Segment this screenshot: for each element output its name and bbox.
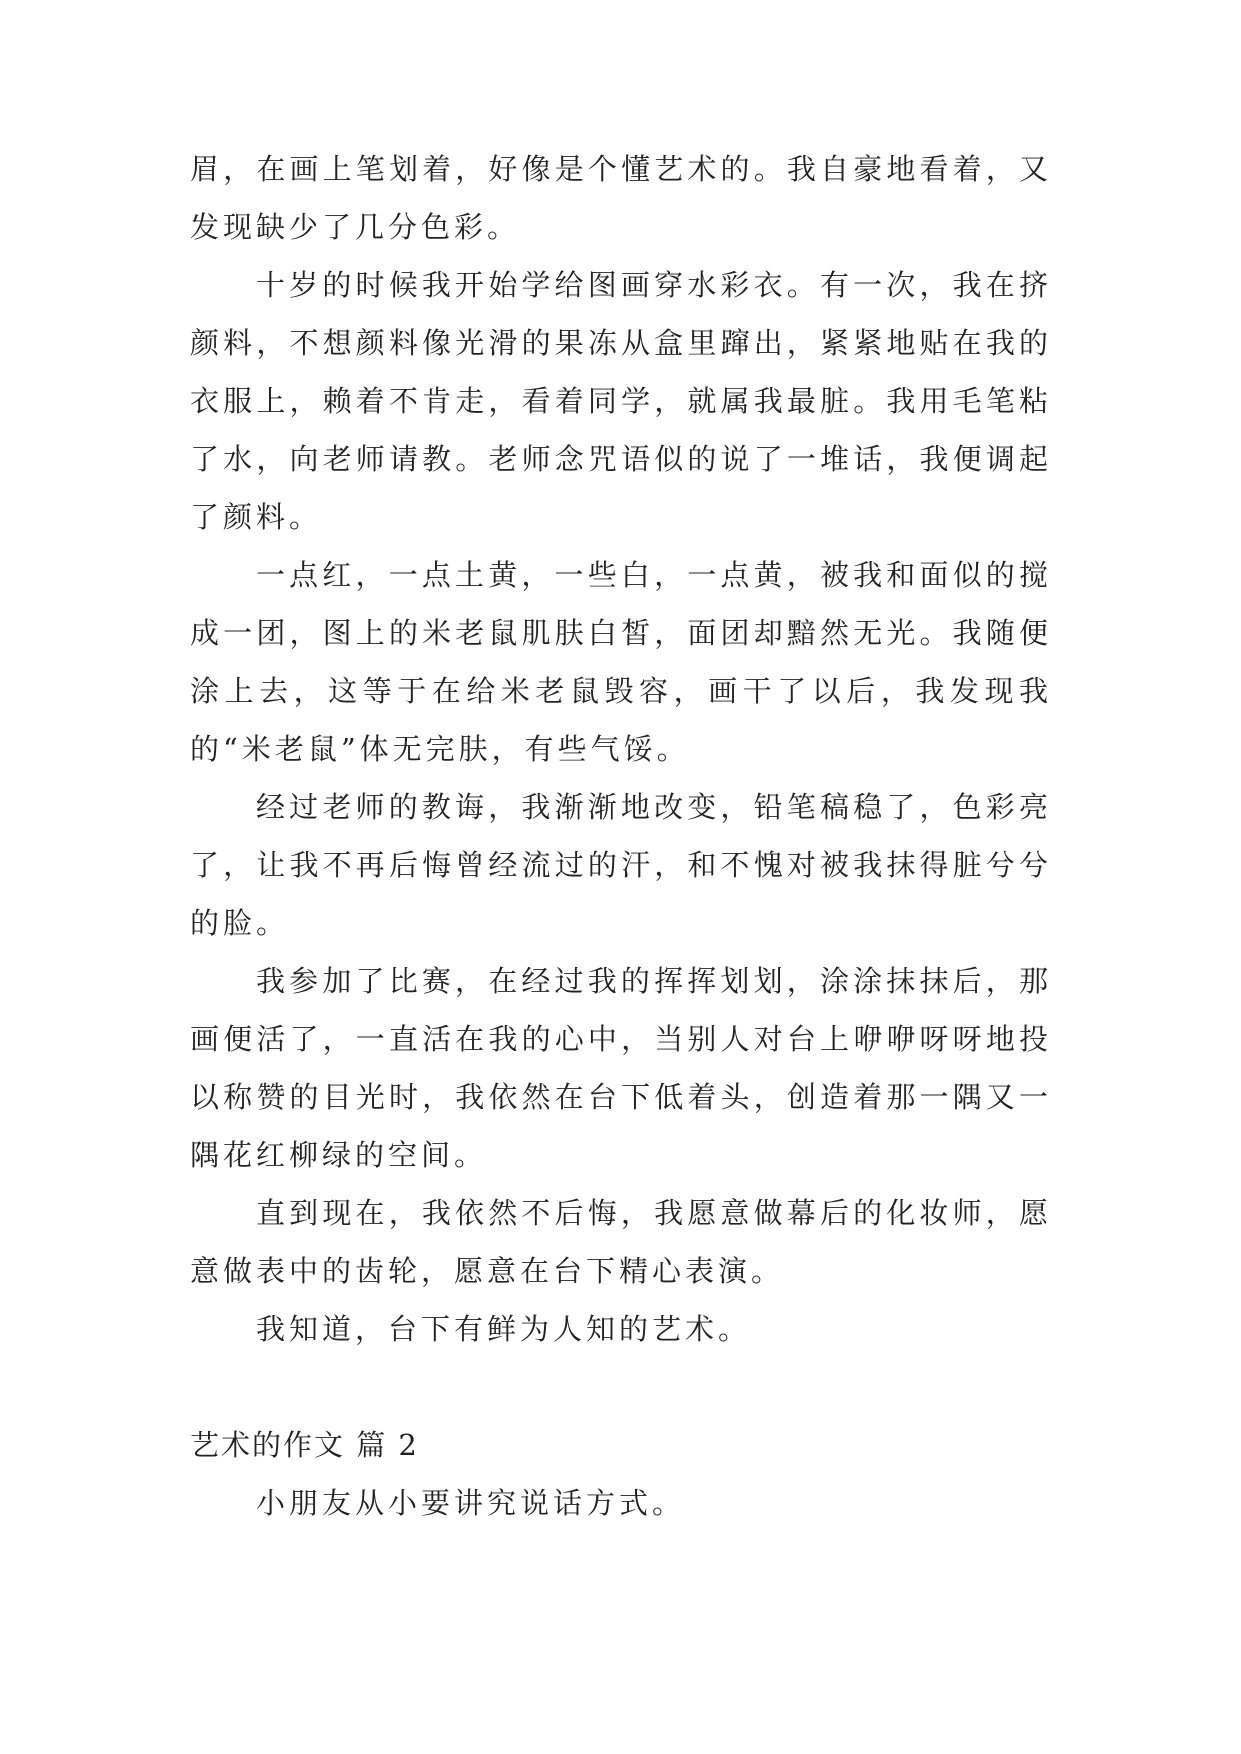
paragraph-teacher: 经过老师的教诲，我渐渐地改变，铅笔稿稳了，色彩亮了，让我不再后悔曾经流过的汗，和不愧对被我抹得脏兮兮的脸。	[190, 790, 1052, 940]
document-page	[190, 140, 1052, 1532]
paragraph-continuation: 眉，在画上笔划着，好像是个懂艺术的。我自豪地看着，又发现缺少了几分色彩。	[190, 152, 1052, 244]
paragraph-first-of-section: 小朋友从小要讲究说话方式。	[256, 1486, 686, 1520]
paragraph-competition: 我参加了比赛，在经过我的挥挥划划，涂涂抹抹后，那画便活了，一直活在我的心中，当别人对台上咿咿呀呀地投以称赞的目光时，我依然在台下低着头，创造着那一隅又一隅花红柳绿的空间。	[190, 964, 1052, 1172]
section-spacer	[190, 1358, 1052, 1416]
section-heading: 艺术的作文 篇 2	[190, 1428, 419, 1462]
paragraph-watercolor: 十岁的时候我开始学给图画穿水彩衣。有一次，我在挤颜料，不想颜料像光滑的果冻从盒里蹿出，紧紧地贴在我的衣服上，赖着不肯走，看着同学，就属我最脏。我用毛笔粘了水，向老师请教。老师念咒语似的说了一堆话，我便调起了颜料。	[190, 268, 1052, 534]
paragraph-no-regret: 直到现在，我依然不后悔，我愿意做幕后的化妆师，愿意做表中的齿轮，愿意在台下精心表演。	[190, 1196, 1052, 1288]
paragraph-mickey: 一点红，一点土黄，一些白，一点黄，被我和面似的搅成一团，图上的米老鼠肌肤白皙，面团却黯然无光。我随便涂上去，这等于在给米老鼠毁容，画干了以后，我发现我的“米老鼠”体无完肤，有些气馁。	[190, 558, 1052, 766]
paragraph-conclusion: 我知道，台下有鲜为人知的艺术。	[256, 1312, 752, 1346]
